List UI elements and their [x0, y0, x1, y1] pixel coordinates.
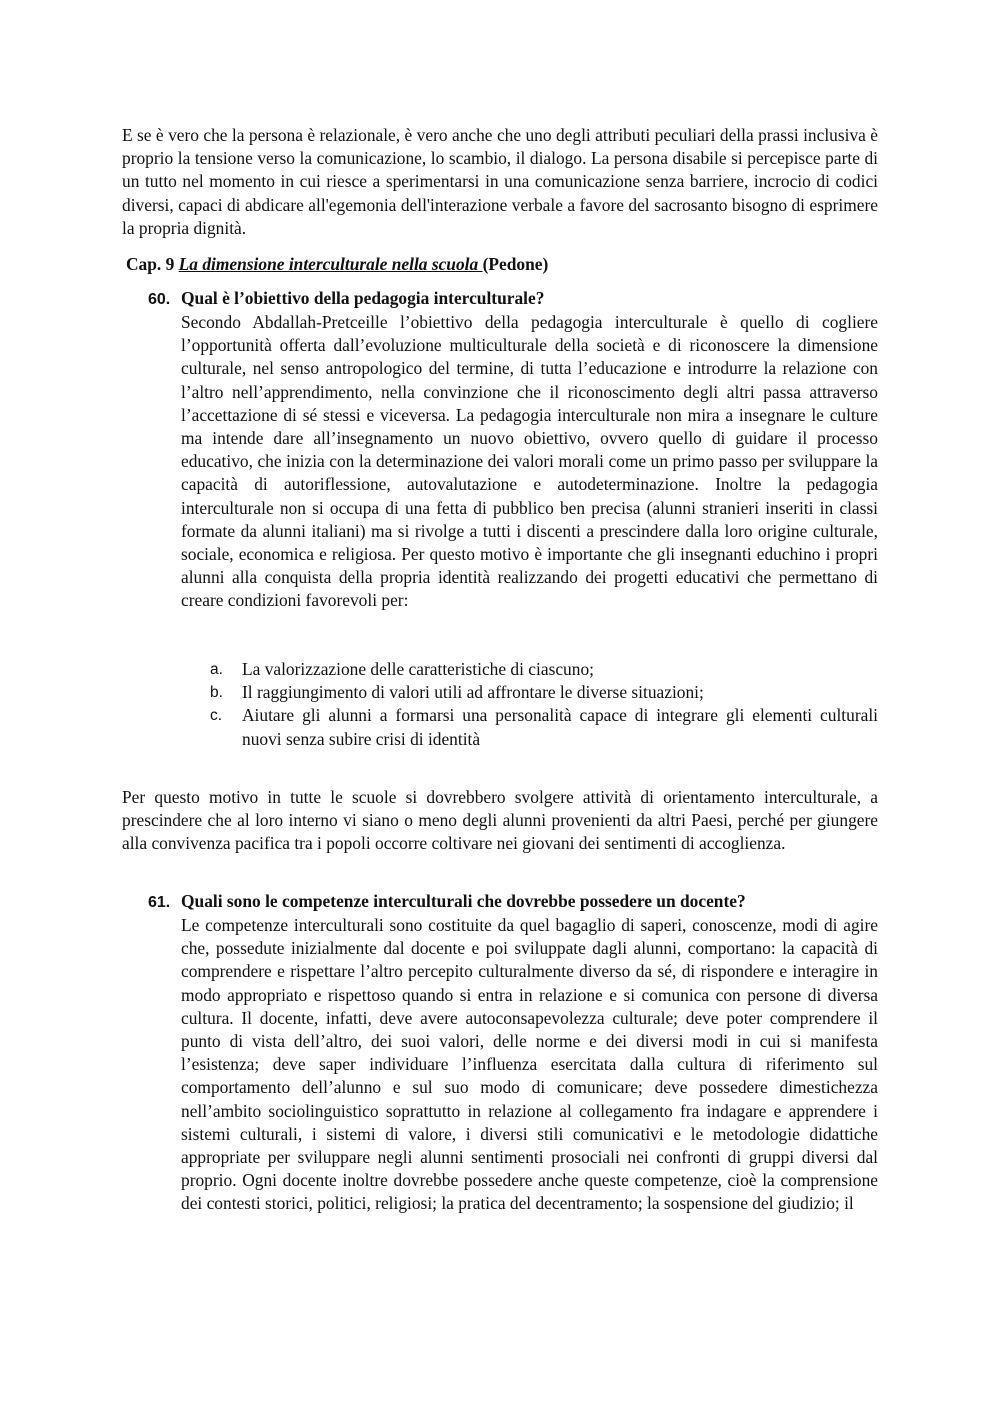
list-item-text: La valorizzazione delle caratteristiche di ciascuno; [242, 659, 594, 679]
list-item [210, 681, 878, 704]
question-60-answer: Secondo Abdallah-Pretceille l’obiettivo della pedagogia interculturale è quello di cogliere l’opportunità offerta dall’evoluzione multiculturale della società e di riconoscere la dimensione culturale, nel senso antropologico del termine, di tutta l’educazione e introdurre la relazione con l’altro nell’apprendimento, nella convinzione che il riconoscimento degli altri passa attraverso l’accettazione di sé stessi e viceversa. La pedagogia interculturale non mira a insegnare le culture ma intende dare all’insegnamento un nuovo obiettivo, ovvero quello di guidare il processo educativo, che inizia con la determinazione dei valori morali come un primo passo per sviluppare la capacità di autoriflessione, autovalutazione e autodeterminazione. Inoltre la pedagogia interculturale non si occupa di una fetta di pubblico ben precisa (alunni stranieri inseriti in classi formate da alunni italiani) ma si rivolge a tutti i discenti a prescindere dalla loro origine culturale, sociale, economica e religiosa. Per questo motivo è importante che gli insegnanti educhino i propri alunni alla conquista della propria identità realizzando dei progetti educativi che permettano di creare condizioni favorevoli per: [181, 312, 878, 611]
chapter-heading [126, 253, 548, 276]
chapter-prefix: Cap. 9 [126, 254, 179, 274]
question-61-answer: Le competenze interculturali sono costituite da quel bagaglio di saperi, conoscenze, modi di agire che, possedute inizialmente dal docente e poi sviluppate dagli alunni, comportano: la capacità di comprendere e rispettare l’altro percepito culturalmente diverso da sé, di rispondere e interagire in modo appropriato e rispettoso quando si entra in relazione e si comunica con persone di diversa cultura. Il docente, infatti, deve avere autoconsapevolezza culturale; deve poter comprendere il punto di vista dell’altro, dei suoi valori, delle norme e dei diversi modi in cui si manifesta l’esistenza; deve saper individuare l’influenza esercitata dalla cultura di riferimento sul comportamento dell’alunno e sul suo modo di comunicare; deve possedere dimestichezza nell’ambito sociolinguistico soprattutto in relazione al collegamento fra indagare e apprendere i sistemi culturali, i sistemi di valore, i diversi stili comunicativi e le metodologie didattiche appropriate per sviluppare negli alunni sentimenti prosociali nei confronti di gruppi diversi dal proprio. Ogni docente inoltre dovrebbe possedere anche queste competenze, cioè la comprensione dei contesti storici, politici, religiosi; la pratica del decentramento; la sospensione del giudizio; il [181, 915, 878, 1214]
list-marker: c. [210, 707, 223, 725]
conditions-list [210, 658, 878, 751]
question-61-heading [148, 890, 746, 914]
list-marker: a. [210, 661, 223, 678]
list-item-text: Il raggiungimento di valori utili ad affrontare le diverse situazioni; [242, 682, 704, 703]
question-text: Quali sono le competenze interculturali che dovrebbe possedere un docente? [181, 891, 746, 911]
chapter-title: La dimensione interculturale nella scuola [178, 254, 483, 274]
list-item [210, 704, 878, 750]
question-60-heading [148, 287, 544, 311]
chapter-author: (Pedone) [482, 254, 549, 274]
orientation-paragraph: Per questo motivo in tutte le scuole si dovrebbero svolgere attività di orientamento interculturale, a prescindere che al loro interno vi siano o meno degli alunni provenienti da altri Paesi, perché per giungere alla convivenza pacifica tra i popoli occorre coltivare nei giovani dei sentimenti di accoglienza. [122, 787, 878, 854]
list-marker: b. [210, 684, 223, 702]
question-number: 60. [148, 291, 171, 308]
question-text: Qual è l’obiettivo della pedagogia interculturale? [181, 288, 545, 308]
list-item [210, 658, 878, 681]
question-number: 61. [148, 894, 171, 911]
intro-paragraph: E se è vero che la persona è relazionale, è vero anche che uno degli attributi peculiari della prassi inclusiva è proprio la tensione verso la comunicazione, lo scambio, il dialogo. La persona disabile si percepisce parte di un tutto nel momento in cui riesce a sperimentarsi in una comunicazione senza barriere, incrocio di codici diversi, capaci di abdicare all'egemonia dell'interazione verbale a favore del sacrosanto bisogno di esprimere la propria dignità. [122, 125, 878, 238]
list-item-text: Aiutare gli alunni a formarsi una personalità capace di integrare gli elementi culturali nuovi senza subire crisi di identità [242, 705, 878, 749]
